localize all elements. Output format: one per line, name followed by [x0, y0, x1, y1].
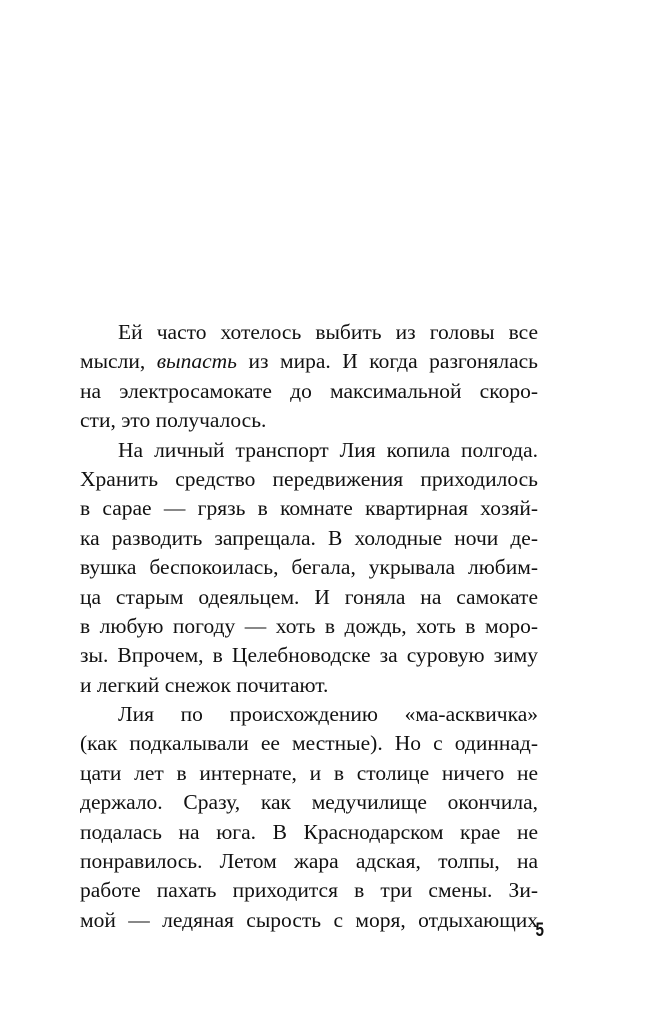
- text-line: Лия по происхождению «ма-асквичка»: [118, 702, 538, 727]
- text-line: на электросамокате до максимальной скоро-: [80, 378, 538, 403]
- text-line: держало. Сразу, как медучилище окончила,: [80, 790, 538, 815]
- text-fragment: из мира. И когда разгонялась: [236, 349, 538, 374]
- text-line: цати лет в интернате, и в столице ничего не: [80, 760, 538, 785]
- text-line: зы. Впрочем, в Целебноводске за суровую зиму: [80, 643, 538, 668]
- text-line: ка разводить запрещала. В холодные ночи де-: [80, 525, 538, 550]
- text-fragment: мысли,: [80, 349, 157, 374]
- text-line: [80, 347, 538, 376]
- text-line: Хранить средство передвижения приходилось: [80, 466, 538, 491]
- text-line: в любую погоду — хоть в дождь, хоть в моро-: [80, 613, 538, 638]
- text-line: и легкий снежок почитают.: [80, 672, 329, 697]
- text-line: Ей часто хотелось выбить из головы все: [118, 320, 538, 344]
- text-line: понравилось. Летом жара адская, толпы, на: [80, 849, 538, 874]
- text-line: в сарае — грязь в комнате квартирная хозяй-: [80, 496, 538, 521]
- text-line: На личный транспорт Лия копила полгода.: [118, 437, 538, 462]
- text-line: работе пахать приходится в три смены. Зи-: [80, 878, 538, 903]
- emphasized-word: выпасть: [156, 349, 237, 374]
- text-line: сти, это получалось.: [80, 408, 267, 433]
- text-line: вушка беспокоилась, бегала, укрывала любим-: [80, 555, 538, 580]
- text-line: (как подкалывали ее местные). Но с одиннад-: [80, 731, 538, 756]
- text-line: подалась на юга. В Краснодарском крае не: [80, 819, 538, 844]
- text-line: мой — ледяная сырость с моря, отдыхающих: [80, 907, 538, 932]
- text-line: ца старым одеяльцем. И гоняла на самокате: [80, 584, 538, 609]
- body-text: [80, 318, 538, 935]
- page-number: 5: [535, 920, 544, 941]
